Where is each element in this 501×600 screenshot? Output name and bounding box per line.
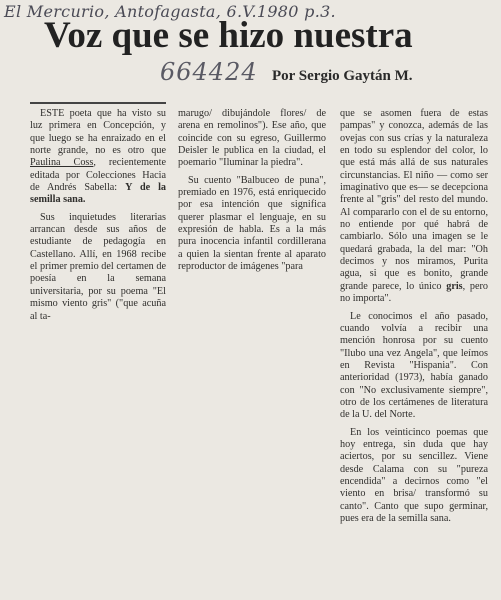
paragraph: [30, 108, 166, 207]
article-column-3: [340, 108, 488, 525]
paragraph: En los veinticinco poemas que hoy entrega, sin duda que hay aciertos, por su sencillez. Viene desde Calama con su "pureza encendida" a decirnos como "el viento en brisa/ transformó su canto". Canto que supo germinar, pues era de la semilla sana.: [340, 426, 488, 524]
author-name: Paulina Coss: [30, 157, 94, 169]
article-byline: Por Sergio Gaytán M.: [272, 68, 413, 84]
paragraph-text: ESTE poeta que ha visto su luz primera en Concepción, y que luego se ha enraizado en el norte grande, no es otro que: [30, 108, 166, 157]
handwritten-source-note: El Mercurio, Antofagasta, 6.V.1980 p.3.: [4, 2, 336, 21]
handwritten-catalog-number: 664424: [160, 58, 258, 86]
article-headline: Voz que se hizo nuestra: [44, 15, 413, 56]
column-rule: [30, 102, 166, 104]
emphasis-text: gris: [441, 280, 463, 292]
article-column-2: [178, 108, 326, 273]
paragraph: Su cuento "Balbuceo de puna", premiado en 1976, está enriquecido por esa intención que significa querer plasmar el lenguaje, en su expresión de habla. Es a la más pura inocencia infantil cordillerana a quien la sientan frente al aparato reproductor de imágenes "para: [178, 174, 326, 273]
paragraph-text: , pero no importa".: [340, 280, 488, 305]
paragraph: Le conocimos el año pasado, cuando volvía a recibir una mención honrosa por su cuento "Ilubo una vez Angela", que leímos en Revista "Hispania". Con anterioridad (1973), había ganado con "No exclusivamente siempre", otro de los certámenes de literatura de la U. del Norte.: [340, 310, 488, 421]
paragraph-text: , recientemente editada por Colecciones Hacia de Andrés Sabella:: [30, 157, 166, 194]
paragraph: Sus inquietudes literarias arrancan desde sus años de estudiante de pedagogía en Castellano. Allí, en 1968 recibe el primer premio del certamen de poesía en la semana universitaria, por su poema "El mismo viento gris" ("que acuña al ta-: [30, 211, 166, 322]
paragraph: [340, 108, 488, 306]
book-title: Y de la semilla sana.: [30, 182, 166, 206]
paragraph: marugo/ dibujándole flores/ de arena en remolinos"). Ese año, que coincide con su egreso, Guillermo Deisler le publica en la ciudad, el poemario "Iluminar la piedra".: [178, 108, 326, 169]
article-column-1: [30, 108, 166, 323]
paragraph-text: que se asomen fuera de estas pampas" y conozca, además de las ovejas con sus crías y la naturaleza en todo su esplendor del color, lo que está más allá de sus naturales circunstancias. El niño — como ser imaginativo que es— se decepciona frente al "gris" del resto del mundo. Al compararlo con el de su entorno, no entiende por qué habrá de cambiarlo. Sólo una imagen se le quedará grabada, la del mar: "Oh decimos y nos miramos, Purita agua, si que es bonito, grande grande parece, lo único: [340, 108, 488, 292]
